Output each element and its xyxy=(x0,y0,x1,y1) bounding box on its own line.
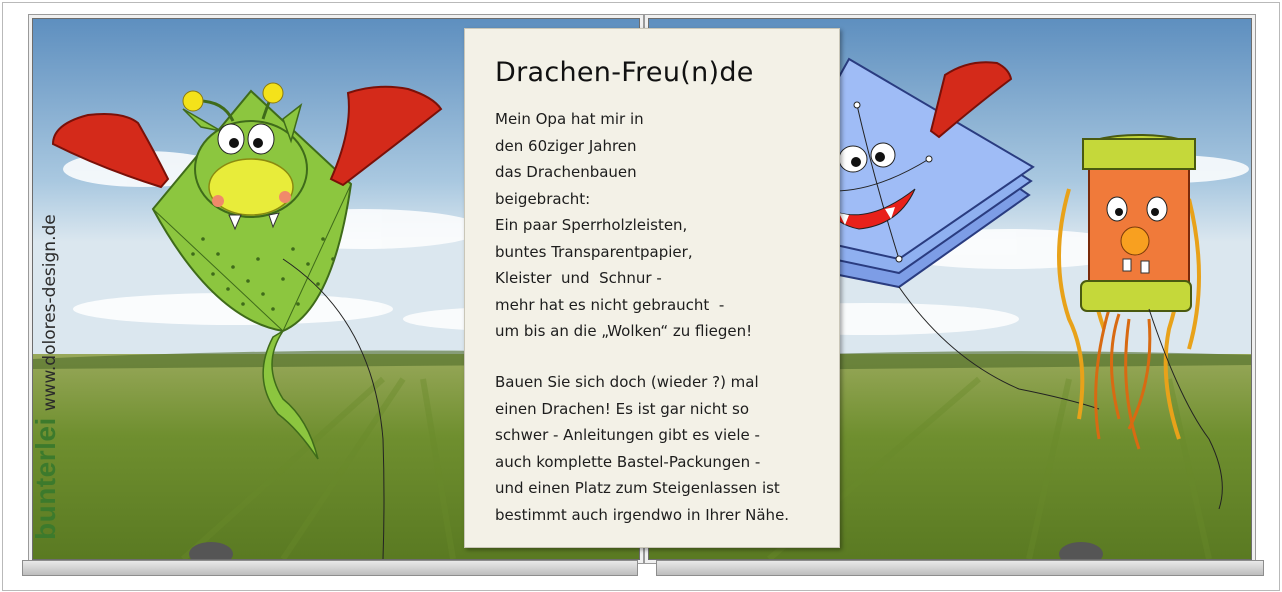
book-base-right xyxy=(656,560,1264,576)
paragraph-line: schwer - Anleitungen gibt es viele - xyxy=(495,426,760,444)
paragraph-line: auch komplette Bastel-Packungen - xyxy=(495,452,761,471)
brand-url[interactable]: www.dolores-design.de xyxy=(40,214,60,412)
text-card xyxy=(464,28,840,548)
brand-vertical xyxy=(30,214,62,540)
book-base-left xyxy=(22,560,638,576)
paragraph-line: buntes Transparentpapier, xyxy=(495,242,693,261)
paragraph-line: das Drachenbauen xyxy=(495,163,637,181)
paragraph-line: und einen Platz zum Steigenlassen ist xyxy=(495,479,780,497)
paragraph-line: bestimmt auch irgendwo in Ihrer Nähe. xyxy=(495,505,790,524)
paragraph-line: Kleister und Schnur - xyxy=(495,269,662,287)
paragraph-line: Mein Opa hat mir in xyxy=(495,110,644,128)
paragraph-line: mehr hat es nicht gebraucht - xyxy=(495,295,725,314)
paragraph-line: beigebracht: xyxy=(495,189,591,208)
paragraph-1 xyxy=(495,106,752,345)
brand-logo: bunterlei xyxy=(30,417,61,540)
paragraph-line: den 60ziger Jahren xyxy=(495,136,637,155)
paragraph-line: um bis an die „Wolken“ zu fliegen! xyxy=(495,322,753,340)
paragraph-line: Ein paar Sperrholzleisten, xyxy=(495,216,688,234)
paragraph-2 xyxy=(495,369,789,528)
card-title: Drachen-Freu(n)de xyxy=(495,57,754,88)
paragraph-line: Bauen Sie sich doch (wieder ?) mal xyxy=(495,373,759,391)
paragraph-line: einen Drachen! Es ist gar nicht so xyxy=(495,399,749,418)
